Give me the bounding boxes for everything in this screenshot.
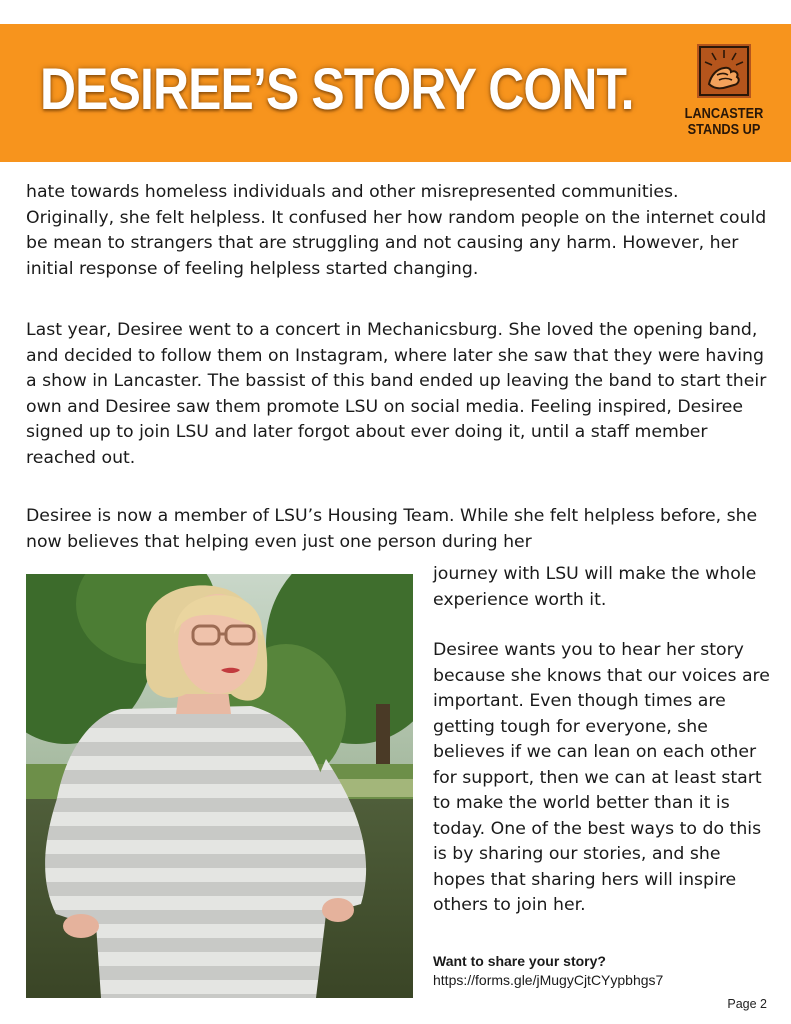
header-banner	[0, 24, 791, 162]
raised-fists-icon	[697, 44, 751, 98]
paragraph-2: Last year, Desiree went to a concert in Mechanicsburg. She loved the opening band, and decided to follow them on Instagram, where later she saw that they were having a show in Lancaster. The bassist of this band ended up leaving the band to start their own and Desiree saw them promote LSU on social media. Feeling inspired, Desiree signed up to join LSU and later forgot about ever doing it, until a staff member reached out.	[26, 320, 767, 468]
page-number: Page 2	[727, 997, 767, 1011]
logo-wordmark	[680, 106, 768, 138]
desiree-photo	[26, 574, 413, 998]
share-heading: Want to share your story?	[433, 953, 606, 969]
paragraph-1: hate towards homeless individuals and other misrepresented communities. Originally, she felt helpless. It confused her how random people on the internet could be mean to strangers that are struggling and not causing any harm. However, her initial response of feeling helpless started changing.	[26, 182, 767, 279]
page-title: DESIREE’S STORY CONT.	[40, 57, 634, 122]
paragraph-3: Desiree is now a member of LSU’s Housing Team. While she felt helpless before, she now believes that helping even just one person during her	[26, 506, 758, 552]
column-paragraph-1: journey with LSU will make the whole experience worth it.	[433, 564, 757, 610]
column-paragraph-2: Desiree wants you to hear her story because she knows that our voices are important. Even though times are getting tough for everyone, she believes if we can lean on each other for support, then we can at least start to make the world better than it is today. One of the best ways to do this is by sharing our stories, and she hopes that sharing hers will inspire others to join her.	[433, 640, 770, 915]
share-link[interactable]: https://forms.gle/jMugyCjtCYypbhgs7	[433, 972, 664, 988]
logo-line-2: STANDS UP	[687, 121, 761, 138]
logo-line-1: LANCASTER	[684, 105, 764, 122]
